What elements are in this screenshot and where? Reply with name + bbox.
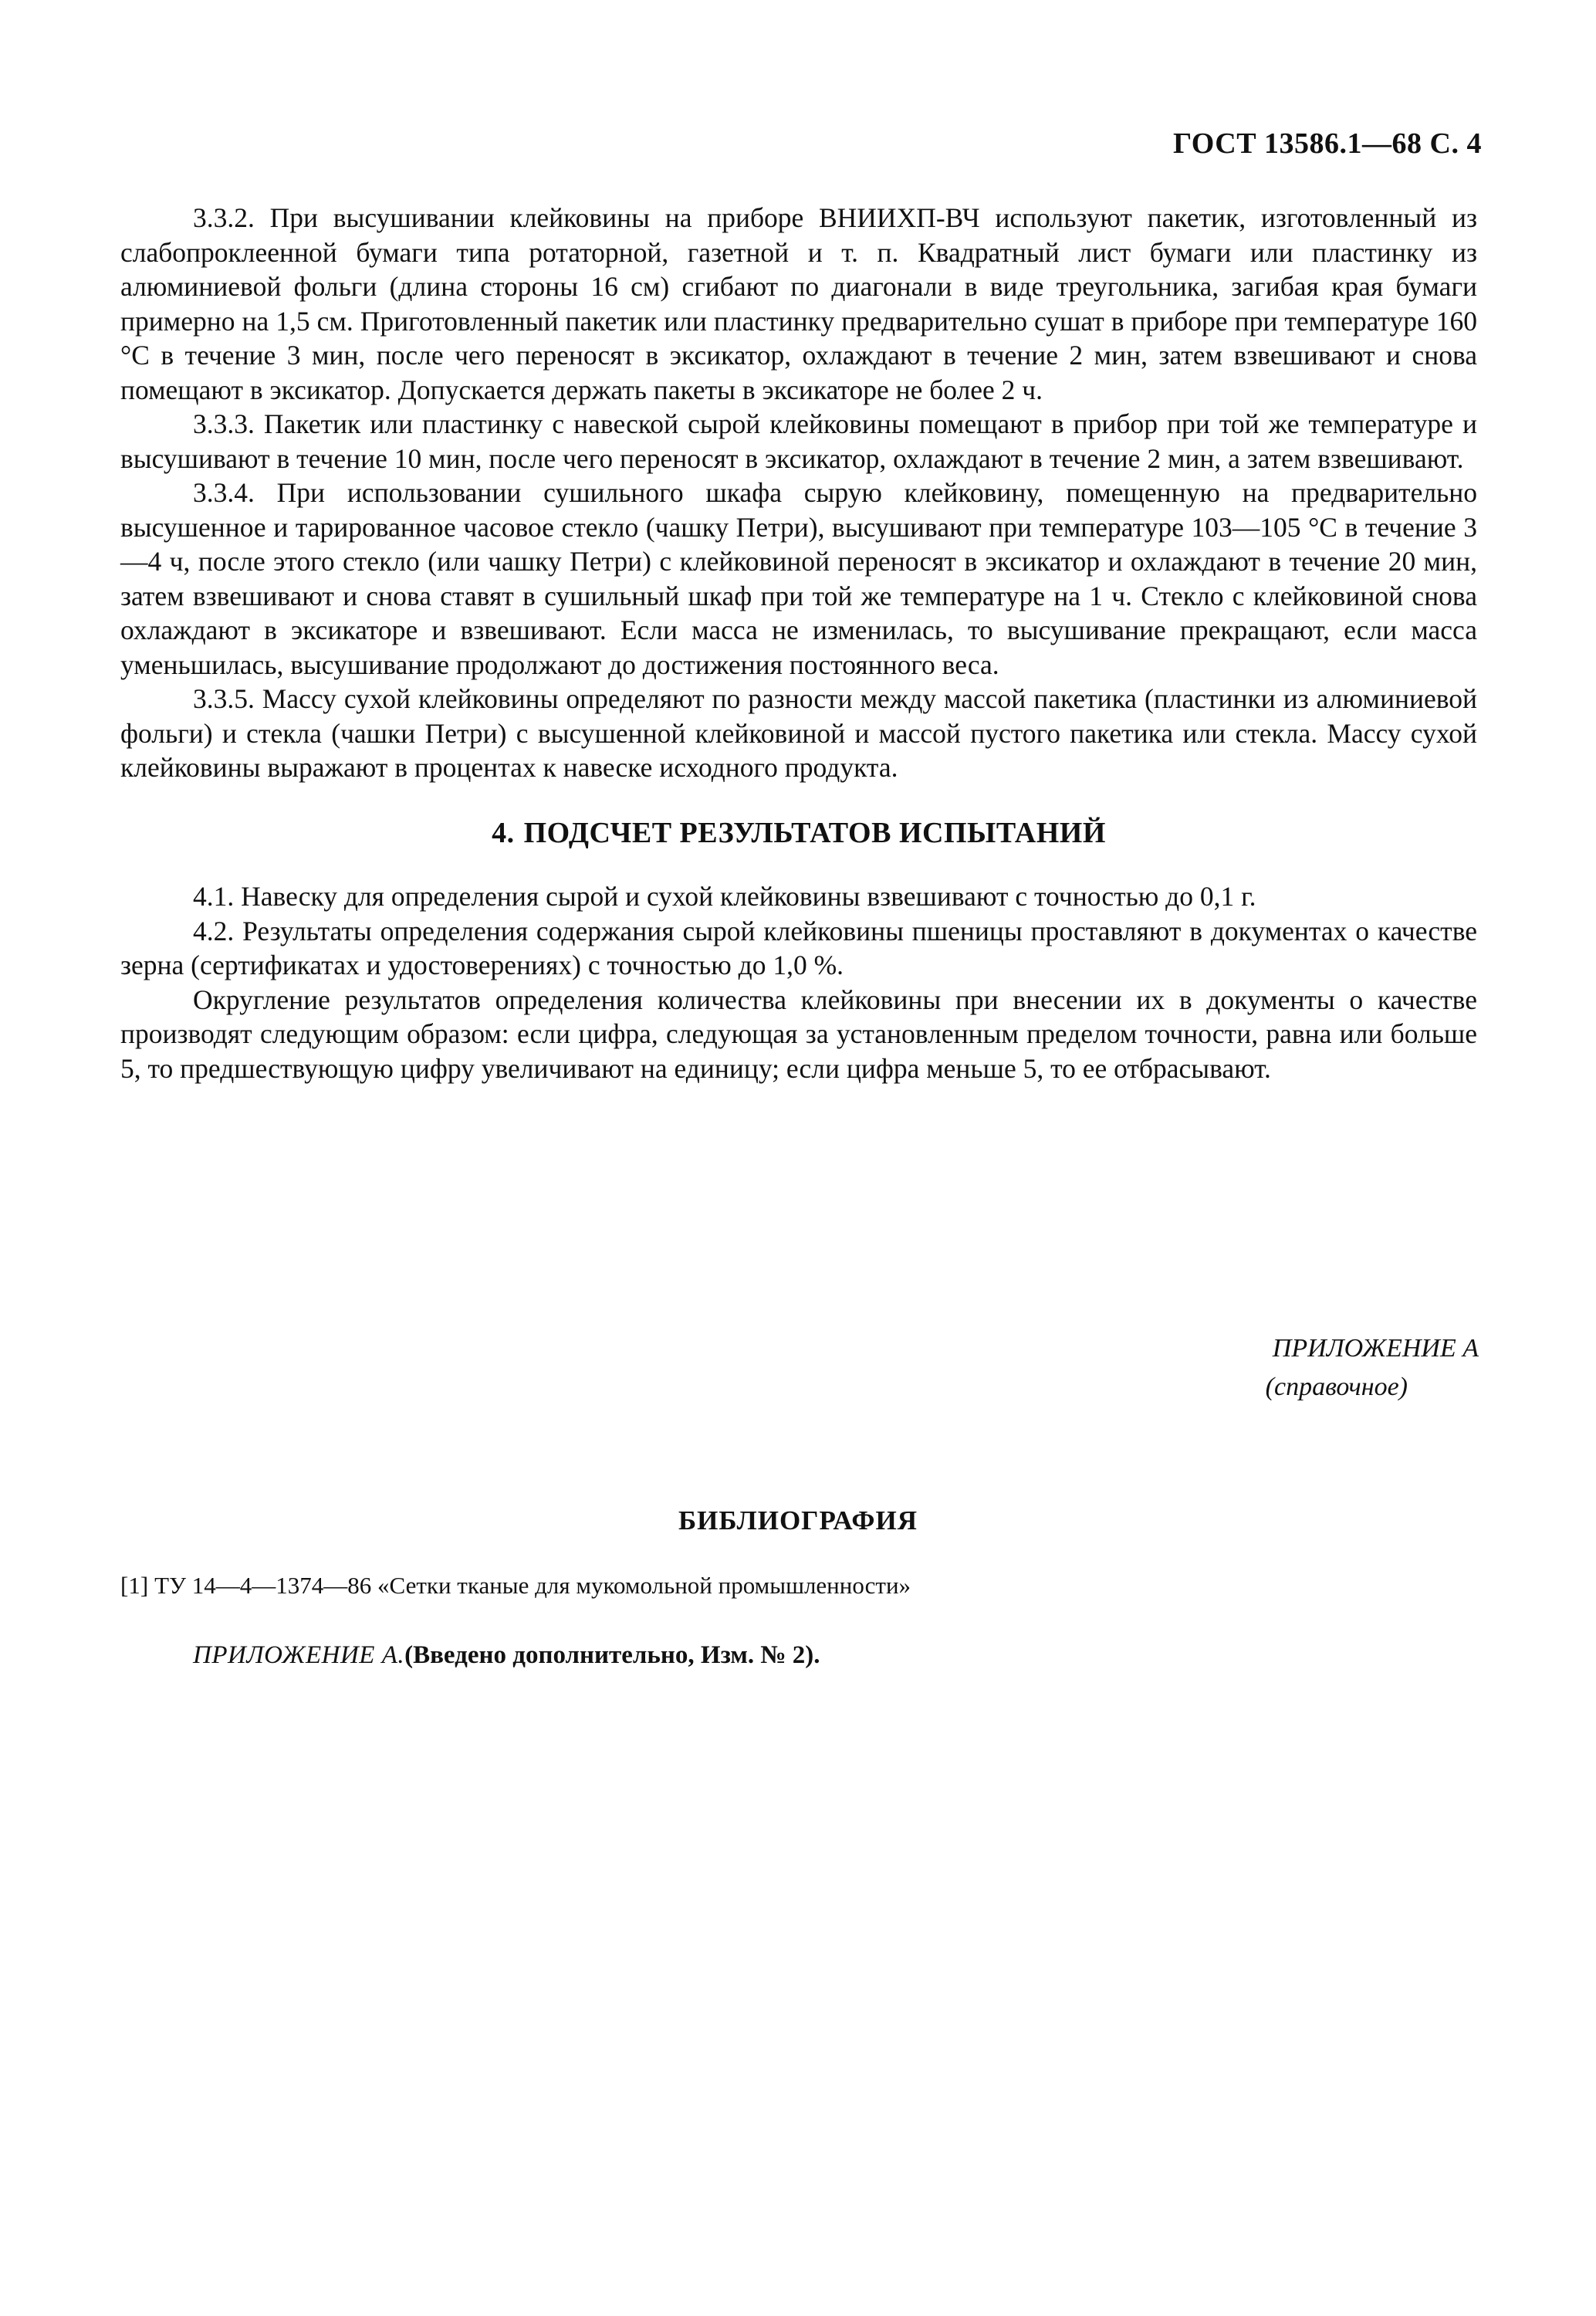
amendment-note-text: (Введено дополнительно, Изм. № 2).	[404, 1641, 820, 1669]
appendix-label	[1266, 1329, 1479, 1407]
amendment-note-appendix: ПРИЛОЖЕНИЕ А.	[193, 1641, 405, 1669]
bibliography-item	[120, 1572, 911, 1600]
paragraph-3-3-3: 3.3.3. Пакетик или пластинку с навеской сырой клейковины помещают в прибор при той же температуре и высушивают в течение 10 мин, после чего переносят в эксикатор, охлаждают в течение 2 мин, а затем взвешивают.	[120, 408, 1477, 474]
appendix-title: ПРИЛОЖЕНИЕ А	[1272, 1334, 1479, 1363]
section-4-heading	[120, 816, 1477, 851]
paragraph-3-3-5: 3.3.5. Массу сухой клейковины определяют по разности между массой пакетика (пластинки из алюминиевой фольги) и стекла (чашки Петри) с высушенной клейковиной и массой пустого пакетика или стекла. Массу сухой клейковины выражают в процентах к навеске исходного продукта.	[120, 683, 1477, 783]
paragraph-rounding: Округление результатов определения количества клейковины при внесении их в документы о качестве производят следующим образом: если цифра, следующая за установленным пределом точности, равна или больше 5, то предшествующую цифру увеличивают на единицу; если цифра меньше 5, то ее отбрасывают.	[120, 984, 1477, 1084]
appendix-subtitle: (справочное)	[1265, 1373, 1408, 1401]
amendment-note	[193, 1641, 820, 1670]
section-4-title: ПОДСЧЕТ РЕЗУЛЬТАТОВ ИСПЫТАНИЙ	[523, 816, 1106, 849]
paragraph-4-1: 4.1. Навеску для определения сырой и сухой клейковины взвешивают с точностью до 0,1 г.	[193, 881, 1256, 912]
main-text	[120, 201, 1477, 1085]
bibliography-ref-number: [1]	[120, 1572, 149, 1599]
paragraph-3-3-4: 3.3.4. При использовании сушильного шкафа сырую клейковину, помещенную на предварительно высушенное и тарированное часовое стекло (чашку Петри), высушивают при температуре 103—105 °С в течение 3—4 ч, после этого стекло (или чашку Петри) с клейковиной переносят в эксикатор и охлаждают в течение 20 мин, затем взвешивают и снова ставят в сушильный шкаф при той же температуре на 1 ч. Стекло с клейковиной снова охлаждают в эксикаторе и взвешивают. Если масса не изменилась, то высушивание прекращают, если масса уменьшилась, высушивание продолжают до достижения постоянного веса.	[120, 477, 1477, 680]
page-header-standard: ГОСТ 13586.1—68 С. 4	[1173, 127, 1482, 160]
bibliography-ref-text: ТУ 14—4—1374—86 «Сетки тканые для мукомольной промышленности»	[154, 1572, 911, 1599]
paragraph-4-2: 4.2. Результаты определения содержания сырой клейковины пшеницы проставляют в документах о качестве зерна (сертификатах и удостоверениях) с точностью до 1,0 %.	[120, 915, 1477, 980]
paragraph-3-3-2: 3.3.2. При высушивании клейковины на приборе ВНИИХП-ВЧ используют пакетик, изготовленный из слабопроклеенной бумаги типа ротаторной, газетной и т. п. Квадратный лист бумаги или пластинку из алюминиевой фольги (длина стороны 16 см) сгибают по диагонали в виде треугольника, загибая края бумаги примерно на 1,5 см. Приготовленный пакетик или пластинку предварительно сушат в приборе при температуре 160 °С в течение 3 мин, после чего переносят в эксикатор, охлаждают в течение 2 мин, затем взвешивают и снова помещают в эксикатор. Допускается держать пакеты в эксикаторе не более 2 ч.	[120, 202, 1477, 405]
bibliography-title: БИБЛИОГРАФИЯ	[678, 1505, 918, 1536]
section-4-number: 4.	[492, 816, 515, 849]
